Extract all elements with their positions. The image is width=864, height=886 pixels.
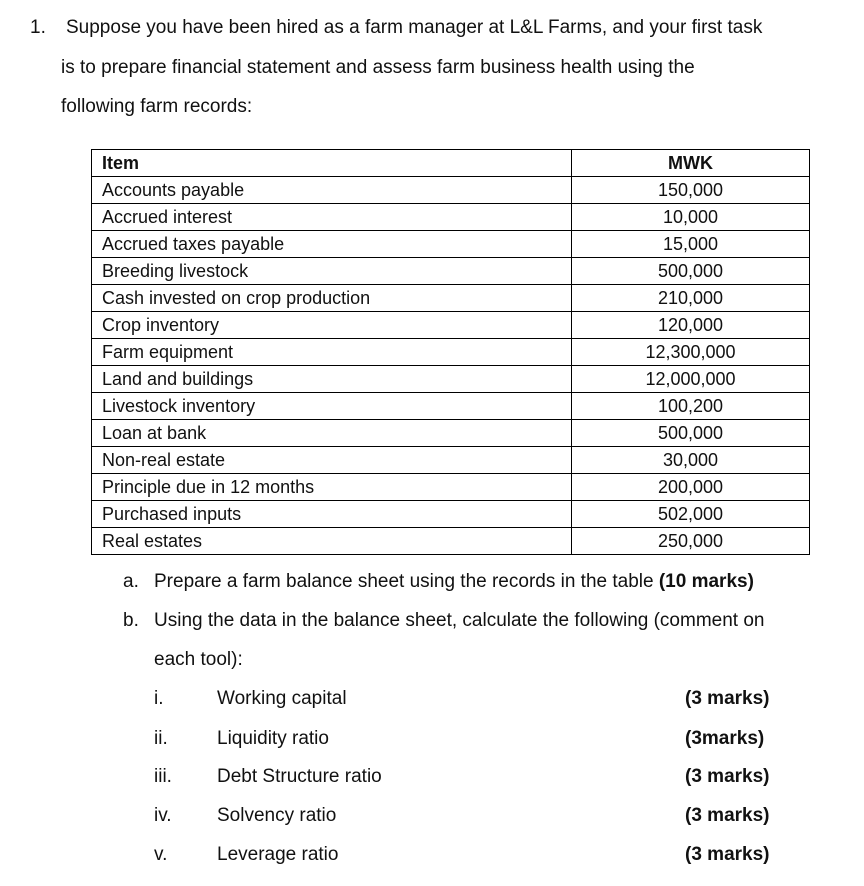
row-item: Principle due in 12 months bbox=[92, 474, 572, 501]
farm-records-table bbox=[91, 149, 810, 555]
table-row bbox=[92, 474, 810, 501]
tool-name: Solvency ratio bbox=[217, 805, 337, 826]
part-a-text bbox=[154, 571, 754, 593]
tool-row bbox=[0, 805, 864, 829]
tool-number: iv. bbox=[154, 805, 172, 826]
row-value: 210,000 bbox=[572, 285, 810, 312]
row-value: 12,000,000 bbox=[572, 366, 810, 393]
tool-marks: (3 marks) bbox=[685, 805, 770, 826]
row-value: 10,000 bbox=[572, 204, 810, 231]
row-value: 500,000 bbox=[572, 420, 810, 447]
row-item: Farm equipment bbox=[92, 339, 572, 366]
row-value: 30,000 bbox=[572, 447, 810, 474]
row-value: 200,000 bbox=[572, 474, 810, 501]
table-row bbox=[92, 339, 810, 366]
row-item: Crop inventory bbox=[92, 312, 572, 339]
question-text-line-3: following farm records: bbox=[61, 96, 253, 117]
tool-number: i. bbox=[154, 688, 164, 709]
header-mwk: MWK bbox=[572, 150, 810, 177]
tool-name: Leverage ratio bbox=[217, 844, 339, 865]
tool-row bbox=[0, 688, 864, 712]
tool-name: Liquidity ratio bbox=[217, 728, 329, 749]
table-row bbox=[92, 177, 810, 204]
table-row bbox=[92, 528, 810, 555]
question-text-line-2: is to prepare financial statement and assess farm business health using the bbox=[61, 57, 695, 78]
row-item: Accrued taxes payable bbox=[92, 231, 572, 258]
part-b-text-line-1: Using the data in the balance sheet, calculate the following (comment on bbox=[154, 610, 765, 631]
part-b-text-line-2: each tool): bbox=[154, 649, 243, 670]
table-header-row bbox=[92, 150, 810, 177]
row-item: Non-real estate bbox=[92, 447, 572, 474]
row-item: Accounts payable bbox=[92, 177, 572, 204]
row-value: 502,000 bbox=[572, 501, 810, 528]
tool-row bbox=[0, 728, 864, 752]
question-text-line-1: Suppose you have been hired as a farm manager at L&L Farms, and your first task bbox=[66, 17, 763, 38]
row-value: 12,300,000 bbox=[572, 339, 810, 366]
table-row bbox=[92, 204, 810, 231]
tool-name: Working capital bbox=[217, 688, 347, 709]
table-row bbox=[92, 393, 810, 420]
part-a-marks: (10 marks) bbox=[658, 571, 754, 592]
table-row bbox=[92, 420, 810, 447]
tool-marks: (3 marks) bbox=[685, 766, 770, 787]
row-value: 100,200 bbox=[572, 393, 810, 420]
row-item: Breeding livestock bbox=[92, 258, 572, 285]
tool-number: iii. bbox=[154, 766, 172, 787]
row-item: Livestock inventory bbox=[92, 393, 572, 420]
table-row bbox=[92, 312, 810, 339]
row-item: Purchased inputs bbox=[92, 501, 572, 528]
table-row bbox=[92, 366, 810, 393]
row-value: 150,000 bbox=[572, 177, 810, 204]
table-row bbox=[92, 447, 810, 474]
table-row bbox=[92, 231, 810, 258]
tool-marks: (3marks) bbox=[685, 728, 765, 749]
part-a-label: a. bbox=[123, 571, 139, 592]
row-item: Accrued interest bbox=[92, 204, 572, 231]
question-number: 1. bbox=[30, 17, 46, 38]
tool-number: ii. bbox=[154, 728, 168, 749]
table-row bbox=[92, 285, 810, 312]
row-value: 500,000 bbox=[572, 258, 810, 285]
row-item: Real estates bbox=[92, 528, 572, 555]
row-value: 250,000 bbox=[572, 528, 810, 555]
tool-number: v. bbox=[154, 844, 168, 865]
row-value: 15,000 bbox=[572, 231, 810, 258]
part-b-label: b. bbox=[123, 610, 139, 631]
table-row bbox=[92, 258, 810, 285]
tool-marks: (3 marks) bbox=[685, 844, 770, 865]
tool-row bbox=[0, 844, 864, 868]
row-item: Loan at bank bbox=[92, 420, 572, 447]
tool-marks: (3 marks) bbox=[685, 688, 770, 709]
table-row bbox=[92, 501, 810, 528]
row-item: Land and buildings bbox=[92, 366, 572, 393]
header-item: Item bbox=[92, 150, 572, 177]
part-a-instruction: Prepare a farm balance sheet using the records in the table bbox=[154, 571, 659, 592]
row-item: Cash invested on crop production bbox=[92, 285, 572, 312]
row-value: 120,000 bbox=[572, 312, 810, 339]
tool-row bbox=[0, 766, 864, 790]
tool-name: Debt Structure ratio bbox=[217, 766, 382, 787]
